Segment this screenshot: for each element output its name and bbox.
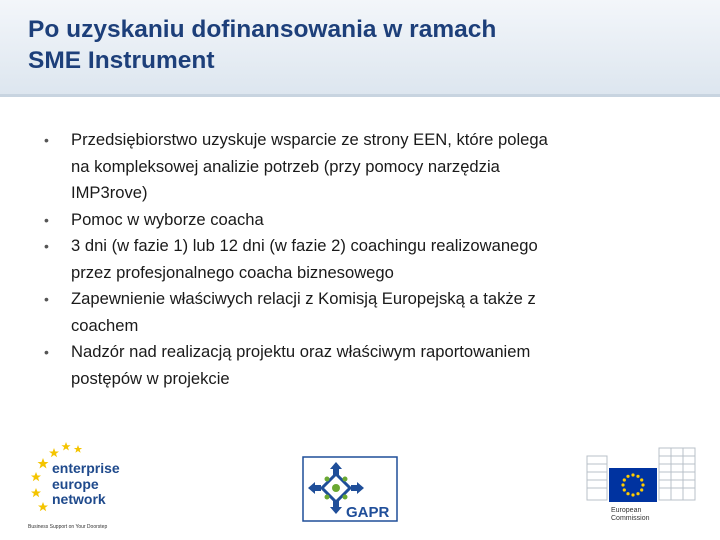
een-word-3: network [52, 491, 106, 507]
een-word-2: europe [52, 476, 99, 492]
een-tagline: Business Support on Your Doorstep [28, 524, 108, 530]
gapr-text: GAPR [346, 504, 390, 521]
eu-flag [609, 468, 657, 502]
bullet-line: IMP3rove) [71, 183, 148, 202]
bullet-line: • Zapewnienie właściwych relacji z Komisją Europejską a także z [71, 289, 536, 308]
slide-title-line: SME Instrument [28, 47, 215, 74]
bullet-item [44, 339, 674, 392]
bullet-item [44, 127, 674, 207]
bullet-line: na kompleksowej analizie potrzeb (przy pomocy narzędzia [71, 156, 500, 176]
een-logo [28, 440, 138, 530]
gapr-logo [302, 456, 398, 522]
bullet-item [44, 286, 674, 339]
bullet-line: przez profesjonalnego coacha biznesowego [71, 262, 394, 282]
een-word-1: enterprise [52, 460, 120, 476]
bullet-list [44, 127, 674, 392]
bullet-line: • 3 dni (w fazie 1) lub 12 dni (w fazie 2) coachingu realizowanego [71, 236, 538, 255]
slide-title-line: Po uzyskaniu dofinansowania w ramach [28, 16, 497, 43]
bullet-item [44, 207, 674, 234]
bullet-line: • Nadzór nad realizacją projektu oraz właściwym raportowaniem [71, 342, 531, 361]
bullet-line: coachem [71, 315, 139, 335]
ec-line-1: European [611, 507, 642, 514]
bullet-line: postępów w projekcie [71, 368, 230, 388]
bullet-item [44, 233, 674, 286]
ec-line-2: Commission [611, 515, 650, 522]
title-divider [0, 94, 720, 97]
slide-title [28, 14, 688, 76]
ec-logo [585, 440, 700, 530]
bullet-line: • Pomoc w wyborze coacha [71, 209, 264, 229]
bullet-line: • Przedsiębiorstwo uzyskuje wsparcie ze strony EEN, które polega [71, 130, 548, 149]
